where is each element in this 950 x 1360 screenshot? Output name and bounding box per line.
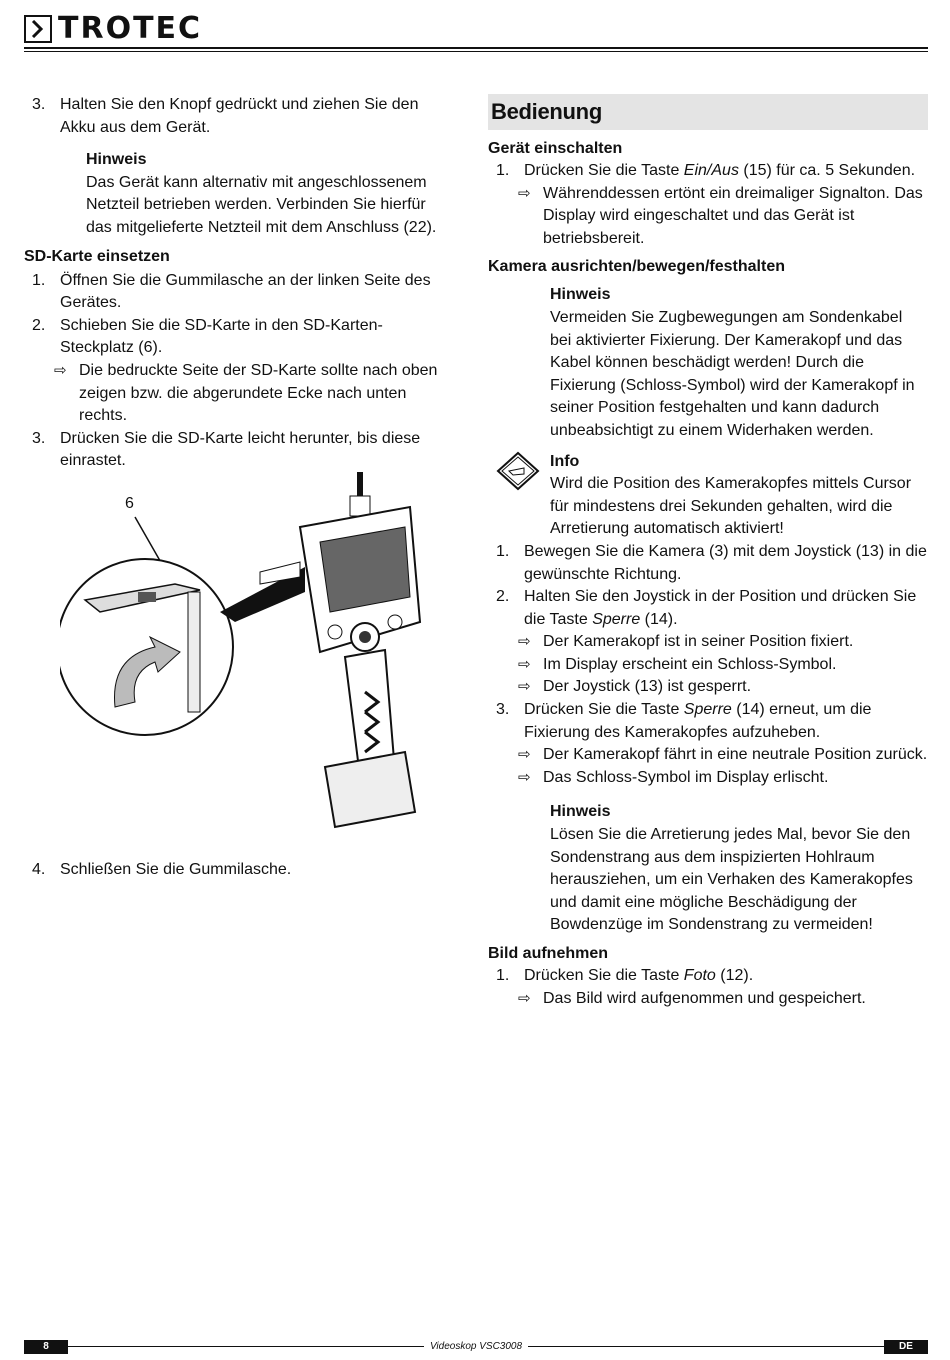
list-item bbox=[488, 965, 928, 988]
result-item bbox=[488, 183, 928, 251]
item-text: Bewegen Sie die Kamera (3) mit dem Joystick (13) in die gewünschte Richtung. bbox=[524, 542, 927, 583]
section-title: Bedienung bbox=[488, 94, 928, 130]
item-text: Drücken Sie die Taste bbox=[524, 162, 684, 179]
item-text: Drücken Sie die Taste bbox=[524, 701, 684, 719]
item-text: Drücken Sie die SD-Karte leicht herunter, bis diese einrastet. bbox=[60, 429, 421, 470]
note-box bbox=[488, 284, 928, 442]
item-text: Schieben Sie die SD-Karte in den SD-Karten-Steckplatz (6). bbox=[60, 316, 383, 357]
list-item bbox=[24, 270, 452, 315]
note-title: Hinweis bbox=[550, 286, 611, 304]
note-box bbox=[24, 149, 452, 239]
right-column bbox=[488, 94, 928, 1010]
document-title-wrap bbox=[24, 1340, 928, 1354]
item-number: 4. bbox=[32, 861, 46, 878]
logo-text: TROTEC bbox=[58, 11, 203, 46]
page-number: 8 bbox=[24, 1340, 68, 1354]
result-text: Die bedruckte Seite der SD-Karte sollte nach oben zeigen bzw. die abgerundete Ecke nach unten rechts. bbox=[79, 361, 438, 425]
item-number: 1. bbox=[32, 271, 46, 289]
videoscope-sd-card-illustration bbox=[60, 472, 450, 852]
note-text: Vermeiden Sie Zugbewegungen am Sondenkabel bei aktivierter Fixierung. Der Kamerakopf und das Kabel können beschädigt werden! Durch die Fixierung (Schloss-Symbol) wird der Kamerakopf in seiner Position festgehalten und kann dadurch unbeabsichtigt zu einem Widerhaken werden. bbox=[550, 308, 915, 439]
result-item bbox=[488, 654, 928, 677]
result-arrow-icon: ⇨ bbox=[518, 768, 531, 786]
list-item bbox=[24, 315, 452, 360]
item-number: 3. bbox=[496, 701, 510, 719]
header-rule-thin bbox=[24, 51, 928, 52]
result-item bbox=[24, 360, 452, 428]
result-text: Der Kamerakopf fährt in eine neutrale Position zurück. bbox=[543, 746, 928, 764]
info-box bbox=[488, 451, 928, 541]
key-name: Sperre bbox=[592, 610, 641, 628]
item-number: 3. bbox=[32, 429, 46, 447]
result-arrow-icon: ⇨ bbox=[518, 655, 531, 673]
result-arrow-icon: ⇨ bbox=[54, 361, 67, 379]
result-text: Der Joystick (13) ist gesperrt. bbox=[543, 678, 752, 696]
result-text: Das Bild wird aufgenommen und gespeichert. bbox=[543, 989, 866, 1007]
item-number: 2. bbox=[496, 588, 510, 606]
callout-label: 6 bbox=[125, 495, 134, 512]
document-title: Videoskop VSC3008 bbox=[424, 1341, 528, 1352]
list-item bbox=[488, 160, 928, 183]
list-item bbox=[24, 94, 452, 139]
result-arrow-icon: ⇨ bbox=[518, 746, 531, 764]
item-text: Drücken Sie die Taste bbox=[524, 967, 684, 984]
result-arrow-icon: ⇨ bbox=[518, 184, 531, 202]
info-hand-icon bbox=[496, 451, 540, 491]
list-item bbox=[24, 428, 452, 473]
item-text-tail: (14) erneut, um die Fixierung des Kamerakopfes aufzuheben. bbox=[524, 701, 872, 741]
note-text: Lösen Sie die Arretierung jedes Mal, bevor Sie den Sondenstrang aus dem inspizierten Hohlraum herausziehen, um ein Verhaken des Kamerakopfes und damit eine mögliche Beschädigung der Bowdenzüge im Sondenstrang zu vermeiden! bbox=[550, 826, 913, 934]
header-rule bbox=[24, 47, 928, 49]
note-box bbox=[488, 801, 928, 937]
trotec-logo bbox=[24, 11, 203, 46]
language-badge: DE bbox=[884, 1340, 928, 1354]
result-arrow-icon: ⇨ bbox=[518, 678, 531, 696]
item-number: 1. bbox=[496, 967, 510, 984]
note-title: Hinweis bbox=[86, 151, 147, 169]
item-text: Halten Sie den Knopf gedrückt und ziehen Sie den Akku aus dem Gerät. bbox=[60, 96, 419, 136]
logo-chevron-icon bbox=[24, 15, 52, 43]
sd-heading: SD-Karte einsetzen bbox=[24, 247, 170, 265]
result-item bbox=[488, 631, 928, 654]
note-text: Das Gerät kann alternativ mit angeschlossenem Netzteil betrieben werden. Verbinden Sie hierfür das mitgelieferte Netzteil mit dem Anschluss (22). bbox=[86, 173, 437, 236]
result-text: Das Schloss-Symbol im Display erlischt. bbox=[543, 768, 829, 786]
item-number: 2. bbox=[32, 316, 46, 334]
note-title: Hinweis bbox=[550, 803, 611, 821]
item-number: 1. bbox=[496, 162, 510, 179]
key-name: Sperre bbox=[683, 701, 732, 719]
result-arrow-icon: ⇨ bbox=[518, 989, 531, 1007]
result-item bbox=[488, 676, 928, 699]
item-text-tail: (15) für ca. 5 Sekunden. bbox=[738, 162, 916, 179]
info-title: Info bbox=[550, 452, 580, 470]
list-item bbox=[488, 699, 928, 744]
list-item bbox=[488, 541, 928, 586]
result-arrow-icon: ⇨ bbox=[518, 633, 531, 651]
left-column bbox=[24, 94, 452, 473]
result-text: Der Kamerakopf ist in seiner Position fixiert. bbox=[543, 633, 854, 651]
item-number: 1. bbox=[496, 542, 510, 560]
subheading: Bild aufnehmen bbox=[488, 945, 609, 962]
result-item bbox=[488, 767, 928, 790]
subheading: Kamera ausrichten/bewegen/festhalten bbox=[488, 258, 785, 276]
key-name: Foto bbox=[683, 967, 716, 984]
list-item bbox=[488, 586, 928, 631]
page-header bbox=[24, 11, 928, 54]
item-text-tail: (14). bbox=[640, 610, 678, 628]
result-item bbox=[488, 988, 928, 1011]
result-text: Währenddessen ertönt ein dreimaliger Signalton. Das Display wird eingeschaltet und das Gerät ist betriebsbereit. bbox=[543, 184, 923, 247]
item-number: 3. bbox=[32, 96, 46, 113]
page-footer bbox=[24, 1340, 928, 1354]
subheading: Gerät einschalten bbox=[488, 140, 623, 157]
item-text-tail: (12). bbox=[715, 967, 754, 984]
item-text: Öffnen Sie die Gummilasche an der linken Seite des Gerätes. bbox=[60, 271, 431, 312]
item-text: Schließen Sie die Gummilasche. bbox=[60, 861, 292, 878]
item-text: Halten Sie den Joystick in der Position und drücken Sie die Taste bbox=[524, 588, 917, 628]
key-name: Ein/Aus bbox=[683, 162, 739, 179]
result-item bbox=[488, 744, 928, 767]
list-item bbox=[24, 859, 452, 882]
result-text: Im Display erscheint ein Schloss-Symbol. bbox=[543, 655, 837, 673]
info-text: Wird die Position des Kamerakopfes mittels Cursor für mindestens drei Sekunden gehalten, wird die Arretierung automatisch aktiviert! bbox=[550, 475, 912, 538]
